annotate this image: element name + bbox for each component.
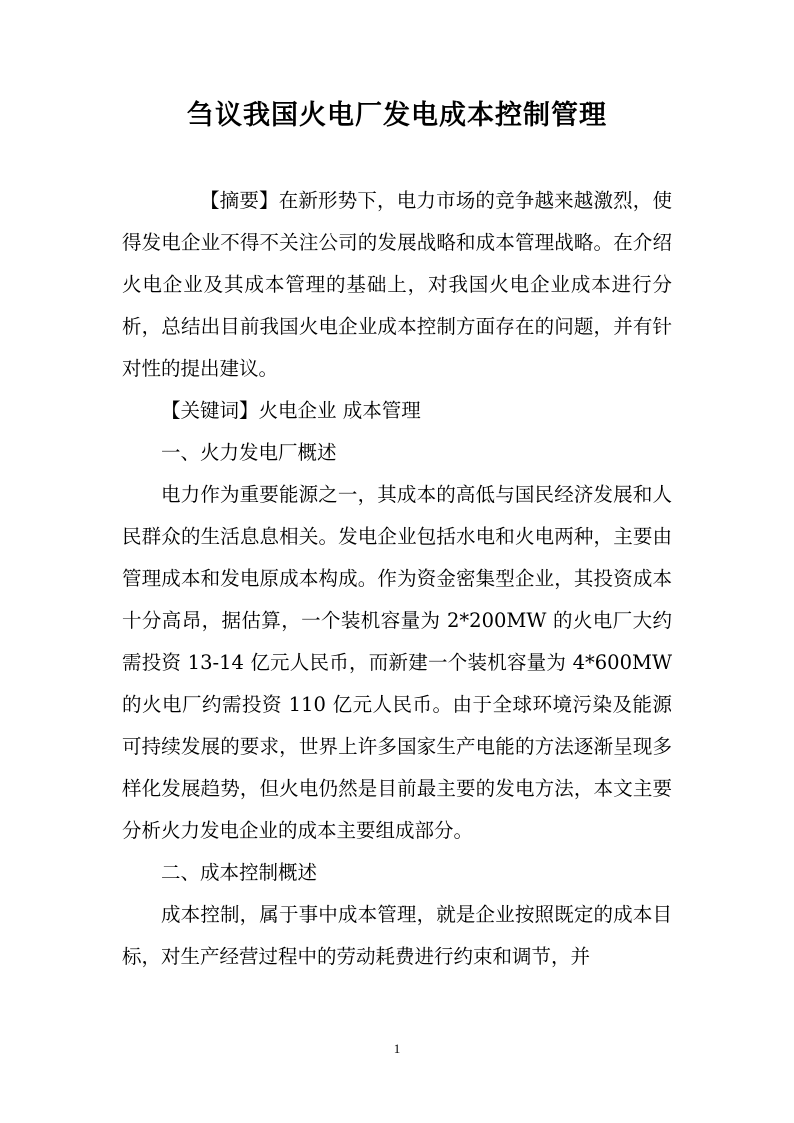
keywords-paragraph: 【关键词】火电企业 成本管理 — [161, 399, 421, 422]
page-number: 1 — [393, 1041, 401, 1056]
document-body — [122, 180, 672, 978]
abstract-paragraph: 【摘要】在新形势下，电力市场的竞争越来越激烈，使得发电企业不得不关注公司的发展战略和成本管理战略。在介绍火电企业及其成本管理的基础上，对我国火电企业成本进行分析，总结出目前我国火电企业成本控制方面存在的问题，并有针对性的提出建议。 — [122, 189, 672, 380]
body-paragraph-1: 电力作为重要能源之一，其成本的高低与国民经济发展和人民群众的生活息息相关。发电企业包括水电和火电两种，主要由管理成本和发电原成本构成。作为资金密集型企业，其投资成本十分高昂，据估算，一个装机容量为 2*200MW 的火电厂大约需投资 13-14 亿元人民币，而新建一个装机容量为 4*600MW 的火电厂约需投资 110 亿元人民币。由于全球环境污染及能源可持续发展的要求，世界上许多国家生产电能的方法逐渐呈现多样化发展趋势，但火电仍然是目前最主要的发电方法，本文主要分析火力发电企业的成本主要组成部分。 — [122, 483, 672, 842]
body-paragraph-2: 成本控制，属于事中成本管理，就是企业按照既定的成本目标，对生产经营过程中的劳动耗费进行约束和调节，并 — [122, 903, 672, 968]
section-heading-1: 一、火力发电厂概述 — [161, 441, 337, 464]
section-heading-2: 二、成本控制概述 — [161, 861, 318, 884]
document-title: 刍议我国火电厂发电成本控制管理 — [187, 100, 607, 131]
